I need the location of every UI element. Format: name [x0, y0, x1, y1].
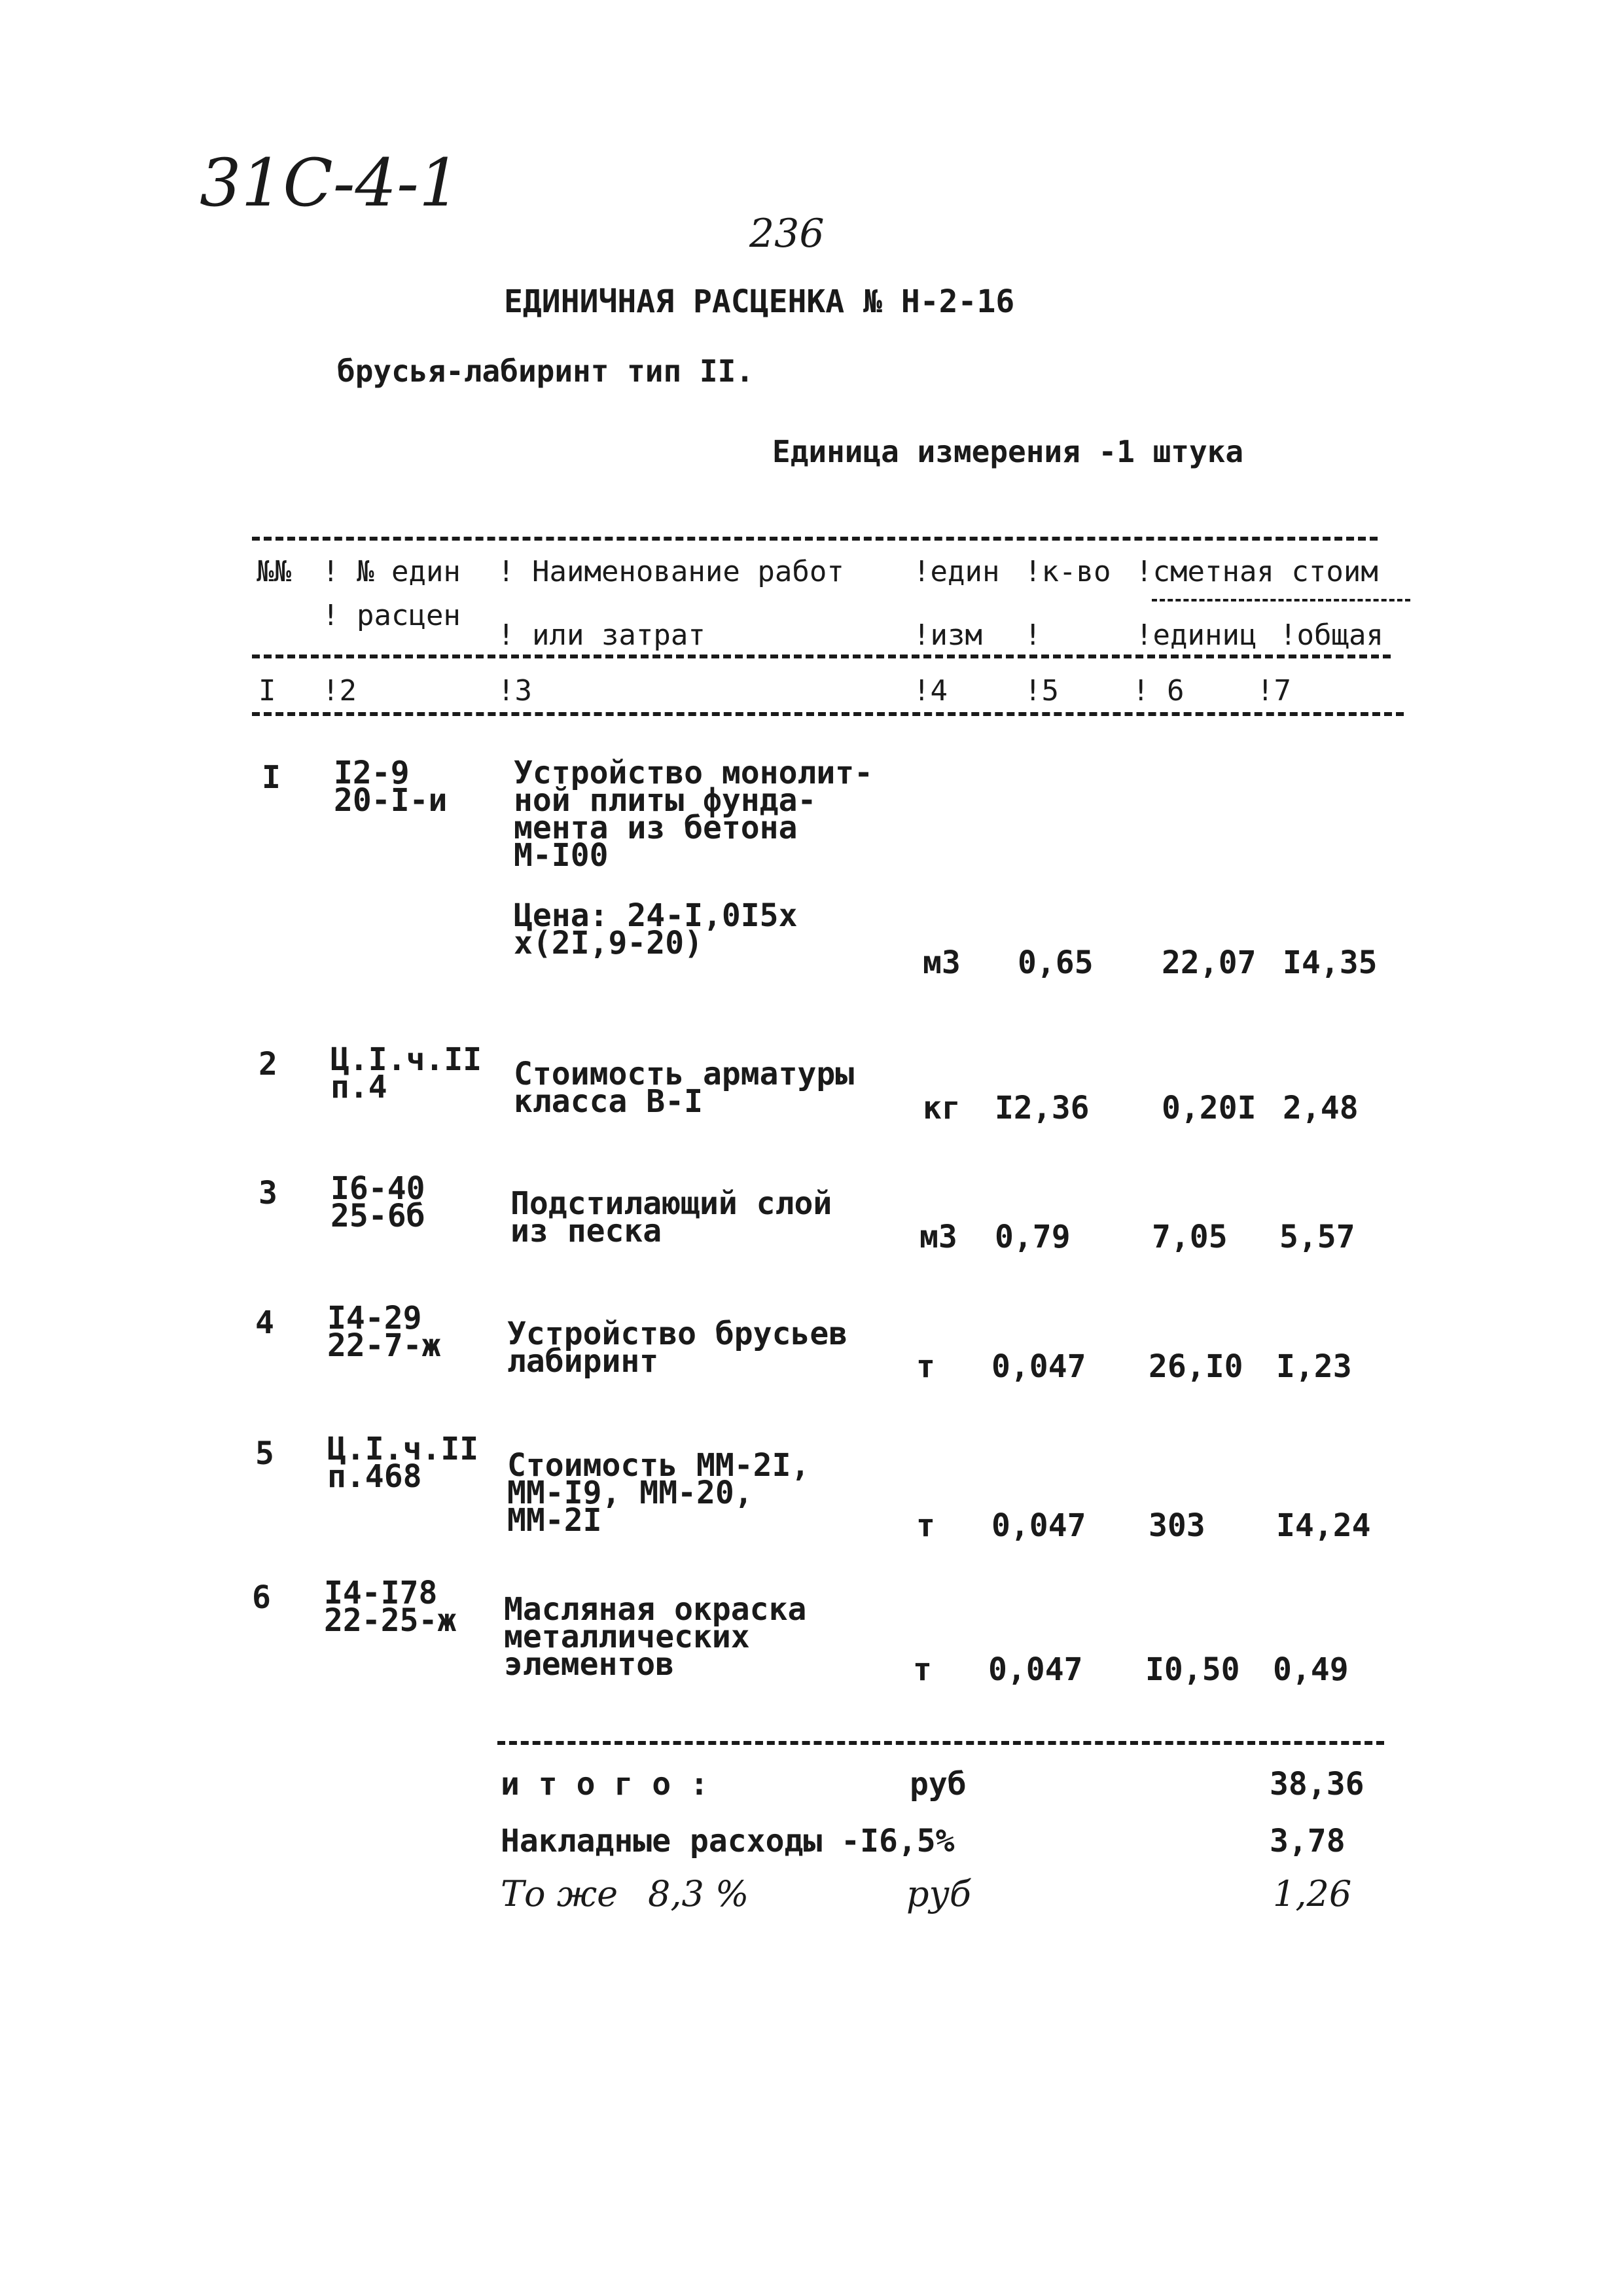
table-row-2-qty: I2,36	[995, 1090, 1090, 1126]
table-row-4-qty: 0,047	[991, 1348, 1086, 1385]
header-rate-code: ! № един	[322, 555, 461, 588]
table-row-5-number: 5	[255, 1435, 274, 1472]
table-row-6-name: Масляная окраска металлических элементов	[504, 1591, 807, 1683]
table-row-3-unit-cost: 7,05	[1152, 1219, 1228, 1255]
table-row-1-qty: 0,65	[1018, 944, 1094, 981]
extra-percent: 8,3 %	[648, 1873, 749, 1914]
header-unit: !един	[913, 555, 1000, 588]
col-number-5: !5	[1024, 674, 1059, 708]
table-row-2-total: 2,48	[1283, 1090, 1359, 1126]
table-row-3-unit: м3	[919, 1219, 957, 1255]
page-number: 236	[749, 211, 825, 257]
table-row-1-name: Устройство монолит- ной плиты фунда- мента из бетона М-I00	[514, 755, 874, 874]
table-row-6-code: I4-I78 22-25-ж	[324, 1575, 457, 1639]
table-row-6-qty: 0,047	[988, 1651, 1083, 1688]
totals-rule	[497, 1741, 1384, 1745]
header-work-name: ! Наименование работ	[497, 555, 844, 588]
table-row-6-unit-cost: I0,50	[1145, 1651, 1240, 1688]
unit-of-measure: Единица измерения -1 штука	[772, 434, 1244, 469]
table-row-3-number: 3	[259, 1175, 277, 1211]
table-row-4-name: Устройство брусьев лабиринт	[507, 1316, 848, 1380]
column-numbers-rule	[252, 712, 1404, 716]
extra-value: 1,26	[1273, 1873, 1352, 1914]
document-code: 31С-4-1	[200, 145, 461, 221]
table-row-2-name: Стоимость арматуры класса В-I	[514, 1056, 855, 1120]
col-number-7: !7	[1257, 674, 1291, 708]
col-number-6: ! 6	[1132, 674, 1185, 708]
page-title: ЕДИНИЧНАЯ РАСЦЕНКА № Н-2-16	[504, 283, 1015, 320]
table-row-2-unit: кг	[923, 1090, 961, 1126]
table-row-1-total: I4,35	[1283, 944, 1378, 981]
col-number-1: I	[259, 674, 276, 708]
subtitle: брусья-лабиринт тип II.	[337, 353, 754, 389]
col-number-3: !3	[497, 674, 532, 708]
header-rate-code-line2: ! расцен	[322, 599, 461, 632]
table-row-5-qty: 0,047	[991, 1507, 1086, 1544]
header-quantity: !к-во	[1024, 555, 1111, 588]
table-top-rule	[252, 537, 1378, 541]
overhead-label: Накладные расходы -I6,5%	[501, 1823, 955, 1859]
table-row-4-unit-cost: 26,I0	[1149, 1348, 1243, 1385]
table-row-3-total: 5,57	[1279, 1219, 1355, 1255]
header-work-name-line2: ! или затрат	[497, 619, 705, 652]
table-row-3-name: Подстилающий слой из песка	[510, 1185, 832, 1249]
totals-label: и т о г о :	[501, 1766, 709, 1803]
header-number: №№	[257, 555, 291, 588]
header-bottom-rule	[252, 655, 1391, 658]
table-row-5-total: I4,24	[1276, 1507, 1371, 1544]
table-row-4-total: I,23	[1276, 1348, 1352, 1385]
table-row-1-code: I2-9 20-I-и	[334, 755, 448, 819]
table-row-6-total: 0,49	[1273, 1651, 1349, 1688]
header-cost-subrule	[1152, 599, 1410, 601]
table-row-2-code: Ц.I.ч.II п.4	[330, 1041, 482, 1105]
table-row-5-unit-cost: 303	[1149, 1507, 1205, 1544]
table-row-6-number: 6	[252, 1579, 271, 1616]
table-row-4-unit: т	[916, 1348, 935, 1385]
table-row-1-unit: м3	[923, 944, 961, 981]
table-row-5-code: Ц.I.ч.II п.468	[327, 1431, 479, 1495]
table-row-5-name: Стоимость ММ-2I, ММ-I9, ММ-20, ММ-2I	[507, 1447, 810, 1539]
col-number-4: !4	[913, 674, 948, 708]
col-number-2: !2	[322, 674, 357, 708]
overhead-value: 3,78	[1270, 1823, 1346, 1859]
header-estimated-cost: !сметная стоим	[1135, 555, 1378, 588]
table-row-4-number: 4	[255, 1304, 274, 1341]
header-unit-line2: !изм	[913, 619, 982, 652]
totals-unit: руб	[910, 1766, 967, 1803]
table-row-1-number: I	[262, 759, 281, 796]
table-row-6-unit: т	[913, 1651, 932, 1688]
table-row-5-unit: т	[916, 1507, 935, 1544]
table-row-3-code: I6-40 25-6б	[330, 1170, 425, 1234]
table-row-1-unit-cost: 22,07	[1162, 944, 1257, 981]
extra-label: То же	[501, 1873, 618, 1914]
header-total-cost: !общая	[1279, 619, 1383, 652]
table-row-4-code: I4-29 22-7-ж	[327, 1300, 441, 1364]
table-row-3-qty: 0,79	[995, 1219, 1071, 1255]
table-row-2-unit-cost: 0,20I	[1162, 1090, 1257, 1126]
header-quantity-line2: !	[1024, 619, 1042, 652]
header-unit-cost: !единиц	[1135, 619, 1257, 652]
extra-unit: руб	[906, 1873, 971, 1914]
totals-value: 38,36	[1270, 1766, 1364, 1803]
table-row-1-price-note: Цена: 24-I,0I5х х(2I,9-20)	[514, 897, 798, 961]
table-row-2-number: 2	[259, 1046, 277, 1083]
